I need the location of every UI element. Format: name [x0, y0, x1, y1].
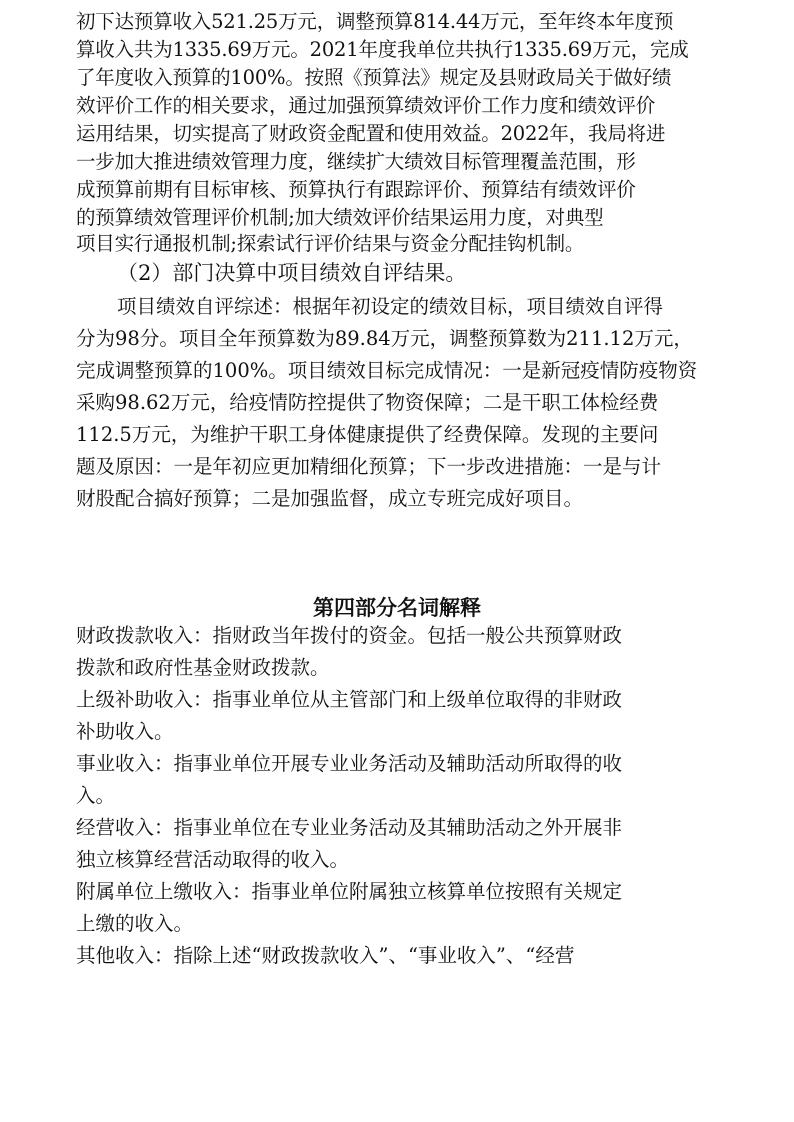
text-line: 算收入共为1335.69万元。2021年度我单位共执行1335.69万元，完成 — [76, 38, 689, 61]
text-line: 成预算前期有目标审核、预算执行有跟踪评价、预算结有绩效评价 — [76, 178, 636, 201]
text-line: 题及原因：一是年初应更加精细化预算；下一步改进措施：一是与计 — [76, 455, 662, 478]
text-line: 分为98分。项目全年预算数为89.84万元，调整预算数为211.12万元， — [76, 327, 693, 350]
glossary-line: 经营收入：指事业单位在专业业务活动及其辅助活动之外开展非 — [76, 816, 623, 839]
glossary-line: 其他收入：指除上述“财政拨款收入”、“事业收入”、“经营 — [76, 944, 575, 967]
glossary-line: 独立核算经营活动取得的收入。 — [76, 848, 350, 871]
text-line: 一步加大推进绩效管理力度，继续扩大绩效目标管理覆盖范围，形 — [76, 150, 636, 173]
glossary-line: 入。 — [76, 784, 116, 807]
text-line: 项目绩效自评综述：根据年初设定的绩效目标，项目绩效自评得 — [117, 295, 664, 318]
glossary-line: 附属单位上缴收入：指事业单位附属独立核算单位按照有关规定 — [76, 880, 623, 903]
glossary-line: 事业收入：指事业单位开展专业业务活动及辅助活动所取得的收 — [76, 752, 623, 775]
glossary-line: 拨款和政府性基金财政拨款。 — [76, 656, 330, 679]
text-line: 初下达预算收入521.25万元，调整预算814.44万元，至年终本年度预 — [76, 10, 674, 33]
glossary-line: 财政拨款收入：指财政当年拨付的资金。包括一般公共预算财政 — [76, 624, 623, 647]
text-line: 财股配合搞好预算；二是加强监督，成立专班完成好项目。 — [76, 487, 584, 510]
text-line: 完成调整预算的100%。项目绩效目标完成情况：一是新冠疫情防疫物资 — [76, 359, 698, 382]
glossary-line: 上级补助收入：指事业单位从主管部门和上级单位取得的非财政 — [76, 688, 623, 711]
subheading: （2）部门决算中项目绩效自评结果。 — [117, 261, 467, 285]
text-line: 运用结果，切实提高了财政资金配置和使用效益。2022年，我局将进 — [76, 122, 666, 145]
text-line: 效评价工作的相关要求，通过加强预算绩效评价工作力度和绩效评价 — [76, 94, 656, 117]
text-line: 了年度收入预算的100%。按照《预算法》规定及县财政局关于做好绩 — [76, 66, 672, 89]
text-line: 项目实行通报机制;探索试行评价结果与资金分配挂钩机制。 — [76, 232, 585, 255]
text-line: 的预算绩效管理评价机制;加大绩效评价结果运用力度，对典型 — [76, 206, 604, 229]
text-line: 112.5万元，为维护干职工身体健康提供了经费保障。发现的主要问 — [76, 423, 659, 446]
glossary-line: 补助收入。 — [76, 720, 174, 743]
glossary-line: 上缴的收入。 — [76, 912, 194, 935]
text-line: 采购98.62万元，给疫情防控提供了物资保障；二是干职工体检经费 — [76, 391, 659, 414]
part4-title: 第四部分名词解释 — [313, 596, 481, 620]
